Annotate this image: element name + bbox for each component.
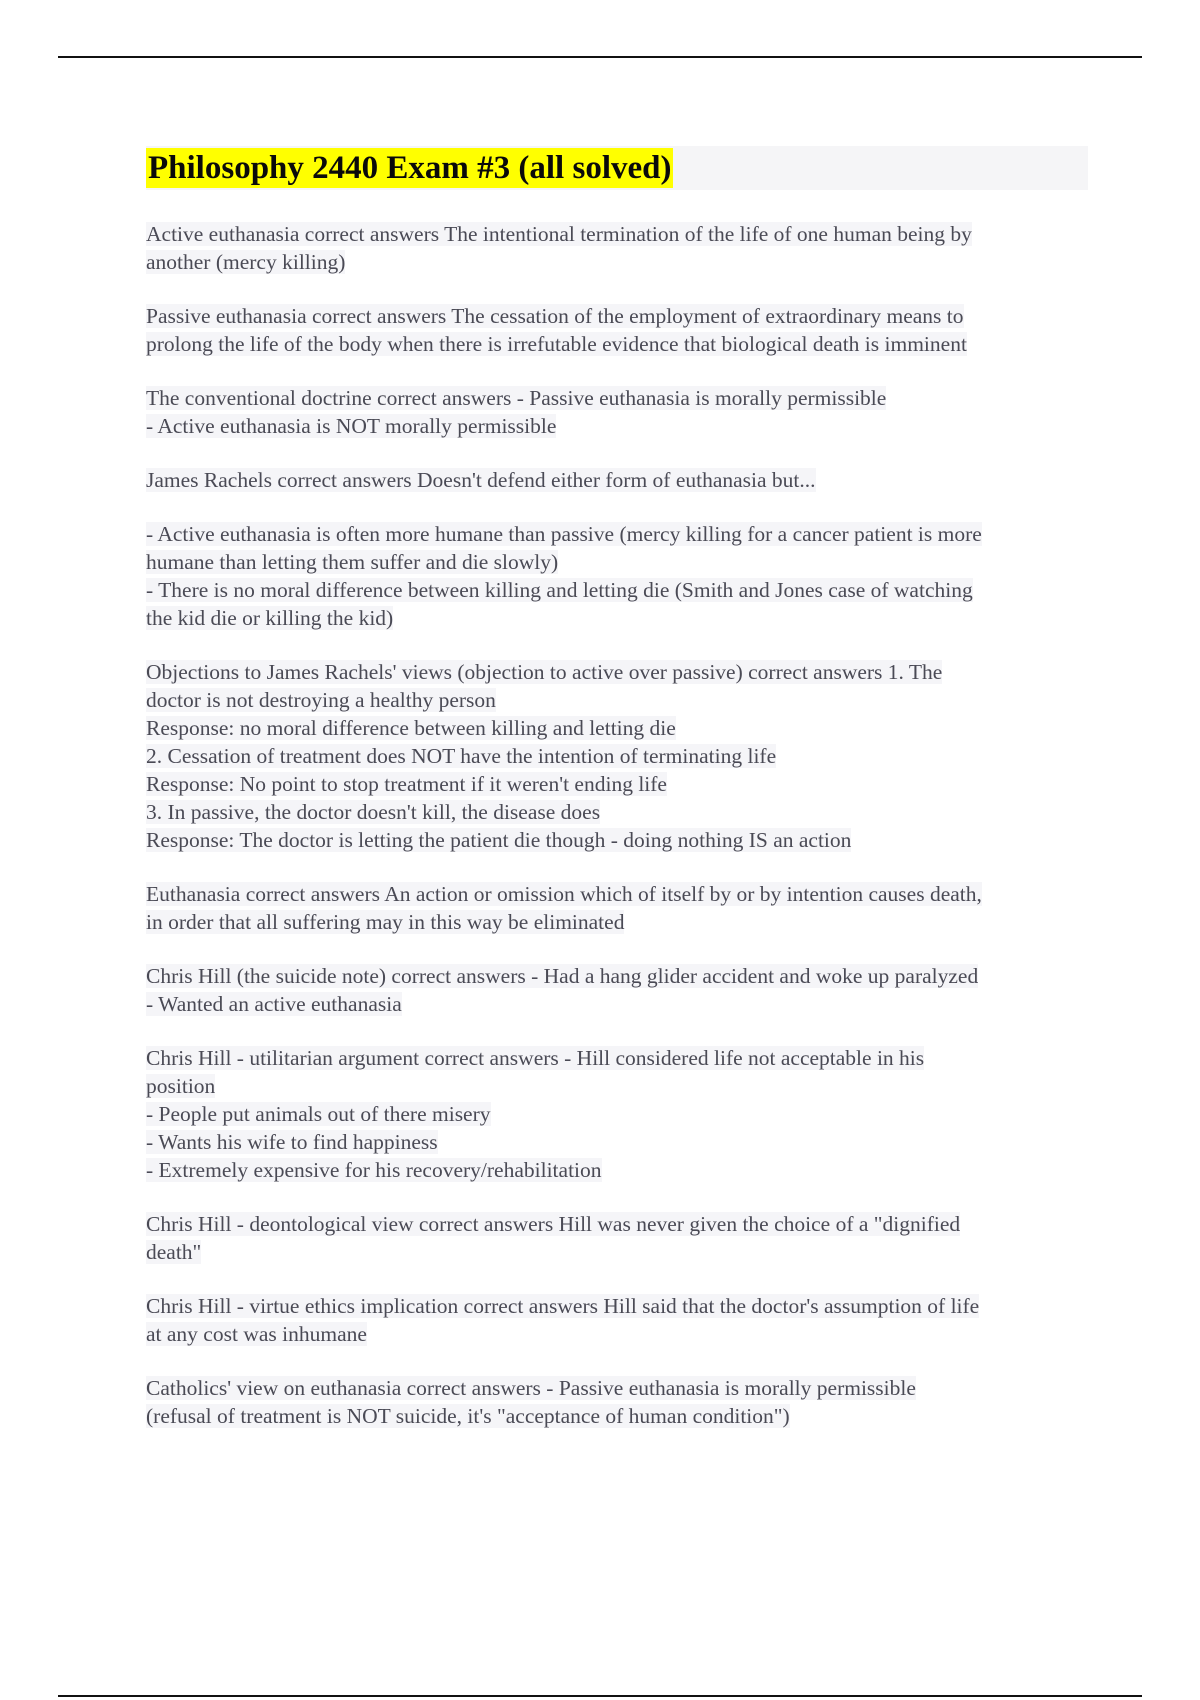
qa-entry bbox=[146, 384, 1088, 440]
entry-text: - Active euthanasia is often more humane than passive (mercy killing for a cancer patient is more bbox=[146, 522, 982, 546]
entry-text: - Wants his wife to find happiness bbox=[146, 1130, 438, 1154]
entry-line bbox=[146, 248, 1088, 276]
document-title: Philosophy 2440 Exam #3 (all solved) bbox=[148, 150, 672, 186]
entry-line bbox=[146, 604, 1088, 632]
entry-line bbox=[146, 330, 1088, 358]
entry-line bbox=[146, 384, 1088, 412]
entries-list bbox=[146, 220, 1088, 1430]
header-rule bbox=[58, 56, 1142, 58]
entry-line bbox=[146, 520, 1088, 548]
qa-entry bbox=[146, 1044, 1088, 1184]
qa-entry bbox=[146, 962, 1088, 1018]
entry-text: Chris Hill - utilitarian argument correct answers - Hill considered life not acceptable in his bbox=[146, 1046, 925, 1070]
entry-line bbox=[146, 686, 1088, 714]
entry-line bbox=[146, 658, 1088, 686]
footer-rule bbox=[58, 1695, 1142, 1697]
entry-text: - Active euthanasia is NOT morally permissible bbox=[146, 414, 557, 438]
entry-line bbox=[146, 220, 1088, 248]
entry-line bbox=[146, 962, 1088, 990]
page-content bbox=[146, 146, 1088, 1430]
entry-line bbox=[146, 742, 1088, 770]
qa-entry bbox=[146, 1210, 1088, 1266]
entry-line bbox=[146, 1044, 1088, 1072]
entry-text: Objections to James Rachels' views (objection to active over passive) correct answers 1. The bbox=[146, 660, 943, 684]
entry-text: Active euthanasia correct answers The intentional termination of the life of one human being by bbox=[146, 222, 972, 246]
entry-line bbox=[146, 714, 1088, 742]
entry-text: doctor is not destroying a healthy person bbox=[146, 688, 496, 712]
entry-text: 3. In passive, the doctor doesn't kill, the disease does bbox=[146, 800, 601, 824]
qa-entry bbox=[146, 520, 1088, 632]
entry-text: - Wanted an active euthanasia bbox=[146, 992, 402, 1016]
entry-text: in order that all suffering may in this way be eliminated bbox=[146, 910, 625, 934]
entry-text: James Rachels correct answers Doesn't defend either form of euthanasia but... bbox=[146, 468, 816, 492]
entry-text: at any cost was inhumane bbox=[146, 1322, 367, 1346]
entry-text: death" bbox=[146, 1240, 202, 1264]
qa-entry bbox=[146, 302, 1088, 358]
qa-entry bbox=[146, 466, 1088, 494]
title-band bbox=[146, 146, 1088, 190]
entry-line bbox=[146, 1100, 1088, 1128]
entry-text: Chris Hill - virtue ethics implication correct answers Hill said that the doctor's assumption of life bbox=[146, 1294, 980, 1318]
entry-line bbox=[146, 1128, 1088, 1156]
entry-line bbox=[146, 880, 1088, 908]
entry-text: Response: The doctor is letting the patient die though - doing nothing IS an action bbox=[146, 828, 852, 852]
entry-line bbox=[146, 1292, 1088, 1320]
qa-entry bbox=[146, 220, 1088, 276]
entry-line bbox=[146, 412, 1088, 440]
entry-text: position bbox=[146, 1074, 216, 1098]
entry-text: Passive euthanasia correct answers The cessation of the employment of extraordinary means to bbox=[146, 304, 964, 328]
entry-line bbox=[146, 302, 1088, 330]
entry-text: the kid die or killing the kid) bbox=[146, 606, 394, 630]
entry-line bbox=[146, 798, 1088, 826]
entry-text: Euthanasia correct answers An action or omission which of itself by or by intention causes death, bbox=[146, 882, 982, 906]
qa-entry bbox=[146, 1292, 1088, 1348]
entry-text: another (mercy killing) bbox=[146, 250, 346, 274]
entry-text: - There is no moral difference between killing and letting die (Smith and Jones case of watching bbox=[146, 578, 973, 602]
entry-text: - People put animals out of there misery bbox=[146, 1102, 491, 1126]
entry-text: 2. Cessation of treatment does NOT have the intention of terminating life bbox=[146, 744, 777, 768]
entry-line bbox=[146, 548, 1088, 576]
qa-entry bbox=[146, 1374, 1088, 1430]
entry-text: humane than letting them suffer and die slowly) bbox=[146, 550, 559, 574]
qa-entry bbox=[146, 658, 1088, 854]
entry-line bbox=[146, 908, 1088, 936]
entry-text: The conventional doctrine correct answers - Passive euthanasia is morally permissible bbox=[146, 386, 887, 410]
entry-line bbox=[146, 466, 1088, 494]
entry-text: (refusal of treatment is NOT suicide, it's "acceptance of human condition") bbox=[146, 1404, 790, 1428]
entry-line bbox=[146, 826, 1088, 854]
entry-text: Chris Hill (the suicide note) correct answers - Had a hang glider accident and woke up paralyzed bbox=[146, 964, 979, 988]
entry-line bbox=[146, 990, 1088, 1018]
entry-line bbox=[146, 1320, 1088, 1348]
entry-text: - Extremely expensive for his recovery/rehabilitation bbox=[146, 1158, 602, 1182]
entry-line bbox=[146, 1156, 1088, 1184]
entry-text: Chris Hill - deontological view correct answers Hill was never given the choice of a "dignified bbox=[146, 1212, 961, 1236]
entry-line bbox=[146, 1402, 1088, 1430]
entry-text: Response: no moral difference between killing and letting die bbox=[146, 716, 676, 740]
entry-line bbox=[146, 1238, 1088, 1266]
entry-line bbox=[146, 1210, 1088, 1238]
entry-line bbox=[146, 1374, 1088, 1402]
entry-text: Response: No point to stop treatment if it weren't ending life bbox=[146, 772, 667, 796]
qa-entry bbox=[146, 880, 1088, 936]
entry-line bbox=[146, 576, 1088, 604]
entry-line bbox=[146, 1072, 1088, 1100]
entry-text: Catholics' view on euthanasia correct answers - Passive euthanasia is morally permissible bbox=[146, 1376, 916, 1400]
entry-text: prolong the life of the body when there is irrefutable evidence that biological death is imminent bbox=[146, 332, 967, 356]
entry-line bbox=[146, 770, 1088, 798]
